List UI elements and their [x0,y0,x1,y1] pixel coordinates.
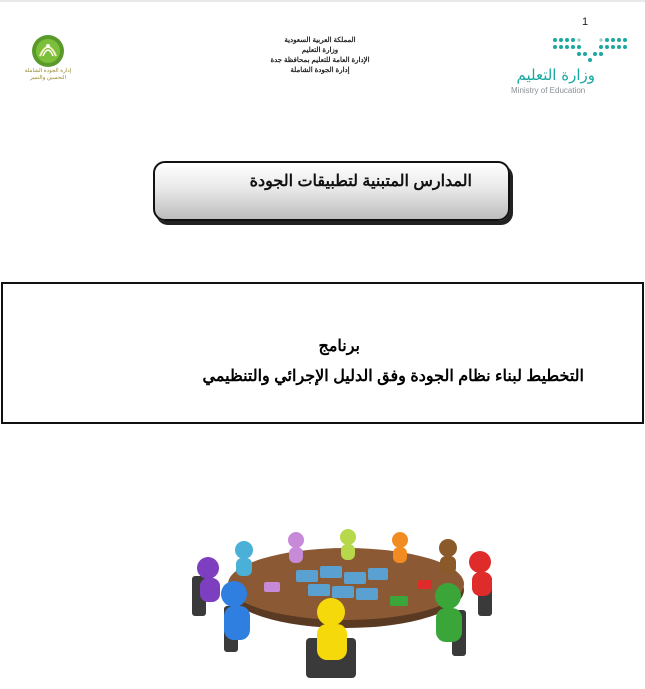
program-label: برنامج [318,338,360,355]
figure-pink [288,532,304,563]
title-text: المدارس المتبنية لتطبيقات الجودة [249,173,472,190]
ministry-arabic-name: وزارة التعليم [516,66,595,84]
page-number: 1 [582,16,589,28]
header-line-ministry: وزارة التعليم [301,47,339,54]
logo-left-caption: إدارة الجودة الشاملة [24,68,72,74]
ministry-logo [505,30,635,100]
title-banner [153,161,510,221]
team-meeting-illustration [186,520,504,688]
top-rule [0,0,645,2]
ministry-english-name: Ministry of Education [511,86,586,95]
quality-emblem-icon [30,34,66,68]
ministry-dots-icon [551,34,631,64]
figure-yellow [317,598,347,660]
figure-lime [340,529,356,560]
program-box [1,282,644,424]
logo-left-tagline: التحسين والتميز [29,75,67,81]
figure-orange [392,532,408,563]
header-line-directorate: الإدارة العامة للتعليم بمحافظة جدة [270,57,370,64]
figure-brown [439,539,457,574]
figure-cyan [235,541,253,576]
header-line-country: المملكة العربية السعودية [284,37,356,44]
header-line-department: إدارة الجودة الشاملة [290,67,350,74]
quality-management-logo [18,34,78,86]
figure-red [469,551,492,596]
program-title: التخطيط لبناء نظام الجودة وفق الدليل الإجرائي والتنظيمي [202,368,584,385]
document-header [240,36,400,76]
figure-green [435,583,462,642]
